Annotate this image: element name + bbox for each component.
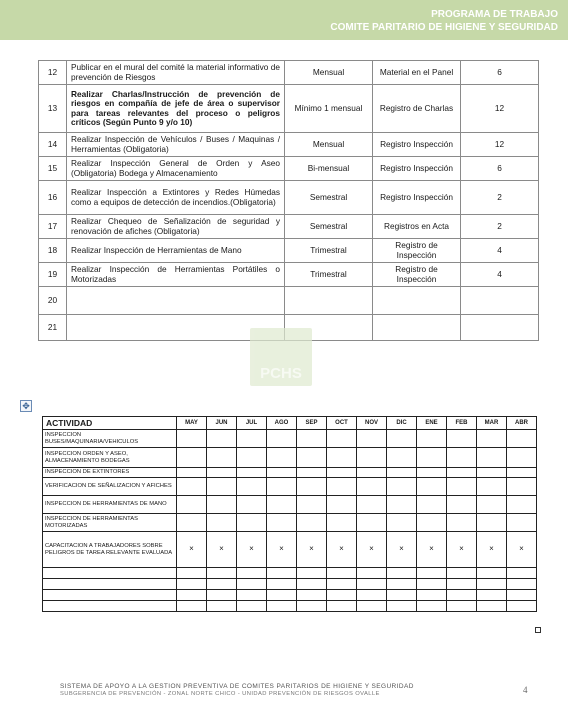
grid-cell [297, 514, 327, 532]
grid-row-label [43, 601, 177, 612]
grid-cell [327, 468, 357, 478]
grid-cell [177, 590, 207, 601]
grid-row-label: INSPECCION DE HERRAMIENTAS DE MANO [43, 496, 177, 514]
grid-cell [357, 590, 387, 601]
grid-cell [417, 568, 447, 579]
task-frequency: Mensual [285, 61, 373, 85]
grid-cell [207, 478, 237, 496]
task-activity: Realizar Inspección de Vehículos / Buses / Maquinas / Herramientas (Obligatoria) [67, 133, 285, 157]
task-number: 20 [39, 287, 67, 315]
grid-month-header: ENE [417, 417, 447, 430]
grid-month-header: FEB [447, 417, 477, 430]
task-activity: Realizar Chequeo de Señalización de seguridad y renovación de afiches (Obligatoria) [67, 215, 285, 239]
grid-cell [237, 478, 267, 496]
grid-cell [387, 579, 417, 590]
task-frequency: Mensual [285, 133, 373, 157]
grid-cell [357, 478, 387, 496]
grid-cell [267, 496, 297, 514]
task-activity: Realizar Inspección General de Orden y Aseo (Obligatoria) Bodega y Almacenamiento [67, 157, 285, 181]
grid-cell [177, 601, 207, 612]
task-record: Registro de Inspección [373, 263, 461, 287]
grid-cell [207, 468, 237, 478]
grid-cell [507, 468, 537, 478]
grid-cell [327, 448, 357, 468]
task-row [39, 215, 539, 239]
grid-cell [357, 468, 387, 478]
task-record: Registros en Acta [373, 215, 461, 239]
grid-cell [417, 496, 447, 514]
task-record [373, 287, 461, 315]
footer-line-2: SUBGERENCIA DE PREVENCIÓN - ZONAL NORTE CHICO - UNIDAD PREVENCIÓN DE RIESGOS OVALLE [60, 691, 380, 697]
task-number: 19 [39, 263, 67, 287]
grid-cell: × [477, 532, 507, 568]
grid-cell [477, 496, 507, 514]
grid-cell: × [357, 532, 387, 568]
task-row [39, 287, 539, 315]
task-number: 16 [39, 181, 67, 215]
task-activity: Realizar Inspección de Herramientas de Mano [67, 239, 285, 263]
grid-row [43, 496, 537, 514]
task-row [39, 157, 539, 181]
grid-cell [267, 430, 297, 448]
task-quantity: 12 [461, 133, 539, 157]
grid-cell [387, 468, 417, 478]
grid-cell [417, 579, 447, 590]
grid-cell [267, 478, 297, 496]
grid-cell [387, 590, 417, 601]
task-record: Registro Inspección [373, 133, 461, 157]
grid-month-header: AGO [267, 417, 297, 430]
task-frequency: Semestral [285, 181, 373, 215]
grid-cell [327, 601, 357, 612]
grid-row-label: VERIFICACION DE SEÑALIZACION Y AFICHES [43, 478, 177, 496]
grid-cell [447, 448, 477, 468]
grid-cell [207, 568, 237, 579]
grid-cell [447, 601, 477, 612]
pchs-watermark-logo [250, 328, 312, 386]
task-activity: Realizar Inspección de Herramientas Portátiles o Motorizadas [67, 263, 285, 287]
grid-month-header: JUN [207, 417, 237, 430]
watermark-text: PCHS [260, 365, 302, 382]
grid-month-header: OCT [327, 417, 357, 430]
task-row [39, 239, 539, 263]
grid-cell: × [267, 532, 297, 568]
grid-cell: × [417, 532, 447, 568]
task-number: 15 [39, 157, 67, 181]
grid-cell [447, 468, 477, 478]
grid-row-label: INSPECCION ORDEN Y ASEO, ALMACENAMIENTO BODEGAS [43, 448, 177, 468]
grid-row-label [43, 579, 177, 590]
grid-cell [357, 579, 387, 590]
task-row [39, 133, 539, 157]
grid-cell [387, 568, 417, 579]
task-number: 18 [39, 239, 67, 263]
grid-cell [207, 579, 237, 590]
task-quantity: 12 [461, 85, 539, 133]
grid-cell [177, 478, 207, 496]
task-activity: Publicar en el mural del comité la material informativo de prevención de Riesgos [67, 61, 285, 85]
grid-month-header: MAY [177, 417, 207, 430]
task-number: 12 [39, 61, 67, 85]
grid-cell [507, 590, 537, 601]
grid-cell [297, 448, 327, 468]
task-row [39, 181, 539, 215]
grid-cell [267, 579, 297, 590]
grid-row-label: INSPECCION DE HERRAMIENTAS MOTORIZADAS [43, 514, 177, 532]
task-quantity: 6 [461, 61, 539, 85]
header-title: PROGRAMA DE TRABAJO [431, 9, 558, 20]
task-number: 13 [39, 85, 67, 133]
grid-cell [387, 478, 417, 496]
task-frequency: Bi-mensual [285, 157, 373, 181]
grid-cell [267, 601, 297, 612]
grid-cell [297, 568, 327, 579]
grid-cell [417, 514, 447, 532]
tasks-table [38, 60, 539, 341]
grid-cell [327, 579, 357, 590]
grid-cell [417, 448, 447, 468]
grid-cell [297, 496, 327, 514]
task-quantity: 2 [461, 181, 539, 215]
task-number: 14 [39, 133, 67, 157]
grid-row-label [43, 590, 177, 601]
task-record: Registro Inspección [373, 181, 461, 215]
grid-cell [387, 514, 417, 532]
schedule-grid [42, 416, 537, 612]
task-number: 17 [39, 215, 67, 239]
grid-row [43, 601, 537, 612]
grid-row [43, 430, 537, 448]
grid-cell [357, 568, 387, 579]
grid-cell [207, 601, 237, 612]
grid-cell [507, 496, 537, 514]
grid-activity-header: ACTIVIDAD [43, 417, 177, 430]
grid-cell [417, 478, 447, 496]
task-number: 21 [39, 315, 67, 341]
grid-cell [507, 579, 537, 590]
grid-cell [477, 590, 507, 601]
grid-row-label: INSPECCION BUSES/MAQUINARIA/VEHICULOS [43, 430, 177, 448]
grid-cell [177, 430, 207, 448]
task-quantity [461, 315, 539, 341]
grid-cell [477, 430, 507, 448]
grid-cell [237, 448, 267, 468]
grid-cell: × [297, 532, 327, 568]
grid-cell [357, 601, 387, 612]
task-frequency [285, 287, 373, 315]
grid-cell: × [447, 532, 477, 568]
grid-cell: × [387, 532, 417, 568]
grid-month-header: NOV [357, 417, 387, 430]
grid-month-header: DIC [387, 417, 417, 430]
task-frequency: Mínimo 1 mensual [285, 85, 373, 133]
grid-row-label: INSPECCION DE EXTINTORES [43, 468, 177, 478]
task-record: Registro de Charlas [373, 85, 461, 133]
grid-cell [207, 496, 237, 514]
grid-row [43, 468, 537, 478]
task-quantity: 4 [461, 263, 539, 287]
grid-cell [477, 579, 507, 590]
grid-cell [237, 590, 267, 601]
task-quantity: 2 [461, 215, 539, 239]
grid-cell [357, 496, 387, 514]
task-activity [67, 287, 285, 315]
task-row [39, 263, 539, 287]
task-record [373, 315, 461, 341]
footer [60, 683, 500, 697]
grid-cell [417, 601, 447, 612]
grid-cell [237, 568, 267, 579]
grid-cell [177, 496, 207, 514]
grid-cell [507, 430, 537, 448]
grid-cell [327, 430, 357, 448]
grid-cell [267, 448, 297, 468]
grid-row-label [43, 568, 177, 579]
grid-cell [477, 468, 507, 478]
table-resize-handle[interactable] [535, 627, 541, 633]
grid-row [43, 579, 537, 590]
task-frequency: Trimestral [285, 239, 373, 263]
grid-cell [447, 568, 477, 579]
task-quantity: 6 [461, 157, 539, 181]
page-number: 4 [523, 685, 528, 695]
grid-cell [387, 448, 417, 468]
grid-cell [447, 579, 477, 590]
grid-cell [477, 478, 507, 496]
grid-cell [327, 590, 357, 601]
grid-row [43, 532, 537, 568]
grid-cell [207, 430, 237, 448]
grid-cell [267, 590, 297, 601]
task-record: Registro Inspección [373, 157, 461, 181]
task-quantity [461, 287, 539, 315]
task-activity: Realizar Charlas/Instrucción de prevención de riesgos en compañía de jefe de área o supervisor para tareas relevantes del proceso o peligros críticos (Según Punto 9 y/o 10) [67, 85, 285, 133]
task-frequency: Trimestral [285, 263, 373, 287]
task-record: Registro de Inspección [373, 239, 461, 263]
grid-cell [237, 601, 267, 612]
grid-month-header: SEP [297, 417, 327, 430]
grid-row [43, 568, 537, 579]
grid-cell [357, 430, 387, 448]
grid-cell [477, 568, 507, 579]
grid-cell [477, 448, 507, 468]
grid-cell [387, 601, 417, 612]
grid-cell [477, 601, 507, 612]
grid-cell [177, 579, 207, 590]
task-frequency: Semestral [285, 215, 373, 239]
grid-cell [297, 478, 327, 496]
grid-cell: × [237, 532, 267, 568]
grid-cell [177, 448, 207, 468]
grid-cell: × [207, 532, 237, 568]
grid-cell [447, 590, 477, 601]
grid-cell [327, 514, 357, 532]
grid-cell [237, 514, 267, 532]
grid-cell [327, 568, 357, 579]
grid-cell [387, 430, 417, 448]
grid-month-header: ABR [507, 417, 537, 430]
grid-cell [387, 496, 417, 514]
grid-cell [507, 448, 537, 468]
task-quantity: 4 [461, 239, 539, 263]
grid-cell: × [507, 532, 537, 568]
grid-cell [327, 478, 357, 496]
grid-cell [297, 430, 327, 448]
grid-cell [447, 478, 477, 496]
grid-cell [507, 478, 537, 496]
grid-cell [327, 496, 357, 514]
grid-cell [357, 514, 387, 532]
grid-cell [177, 514, 207, 532]
grid-cell [237, 496, 267, 514]
grid-row [43, 590, 537, 601]
task-activity: Realizar Inspección a Extintores y Redes Húmedas como a equipos de detección de incendios.(Obligatoria) [67, 181, 285, 215]
grid-row [43, 514, 537, 532]
grid-month-header: MAR [477, 417, 507, 430]
task-record: Material en el Panel [373, 61, 461, 85]
grid-cell [207, 448, 237, 468]
grid-cell [297, 468, 327, 478]
grid-cell [297, 579, 327, 590]
grid-cell: × [327, 532, 357, 568]
grid-cell [507, 514, 537, 532]
grid-cell [237, 430, 267, 448]
grid-cell [447, 514, 477, 532]
table-move-handle-icon[interactable]: ✥ [20, 400, 32, 412]
grid-month-header: JUL [237, 417, 267, 430]
grid-cell [417, 430, 447, 448]
grid-cell [237, 579, 267, 590]
footer-line-1: SISTEMA DE APOYO A LA GESTION PREVENTIVA DE COMITES PARITARIOS DE HIGIENE Y SEGURIDAD [60, 683, 414, 690]
grid-cell [207, 514, 237, 532]
grid-cell [297, 590, 327, 601]
grid-cell: × [177, 532, 207, 568]
grid-cell [267, 568, 297, 579]
grid-cell [477, 514, 507, 532]
header-band [0, 0, 568, 40]
grid-cell [507, 601, 537, 612]
grid-cell [447, 496, 477, 514]
grid-cell [267, 468, 297, 478]
grid-cell [507, 568, 537, 579]
grid-cell [447, 430, 477, 448]
grid-cell [177, 568, 207, 579]
grid-cell [297, 601, 327, 612]
task-row [39, 61, 539, 85]
grid-row [43, 448, 537, 468]
task-row [39, 85, 539, 133]
grid-cell [207, 590, 237, 601]
grid-cell [237, 468, 267, 478]
grid-row-label: CAPACITACION A TRABAJADORES SOBRE PELIGROS DE TAREA RELEVANTE EVALUADA [43, 532, 177, 568]
grid-cell [417, 468, 447, 478]
header-subtitle: COMITE PARITARIO DE HIGIENE Y SEGURIDAD [330, 22, 558, 33]
grid-cell [267, 514, 297, 532]
grid-cell [177, 468, 207, 478]
grid-cell [417, 590, 447, 601]
grid-row [43, 478, 537, 496]
grid-cell [357, 448, 387, 468]
